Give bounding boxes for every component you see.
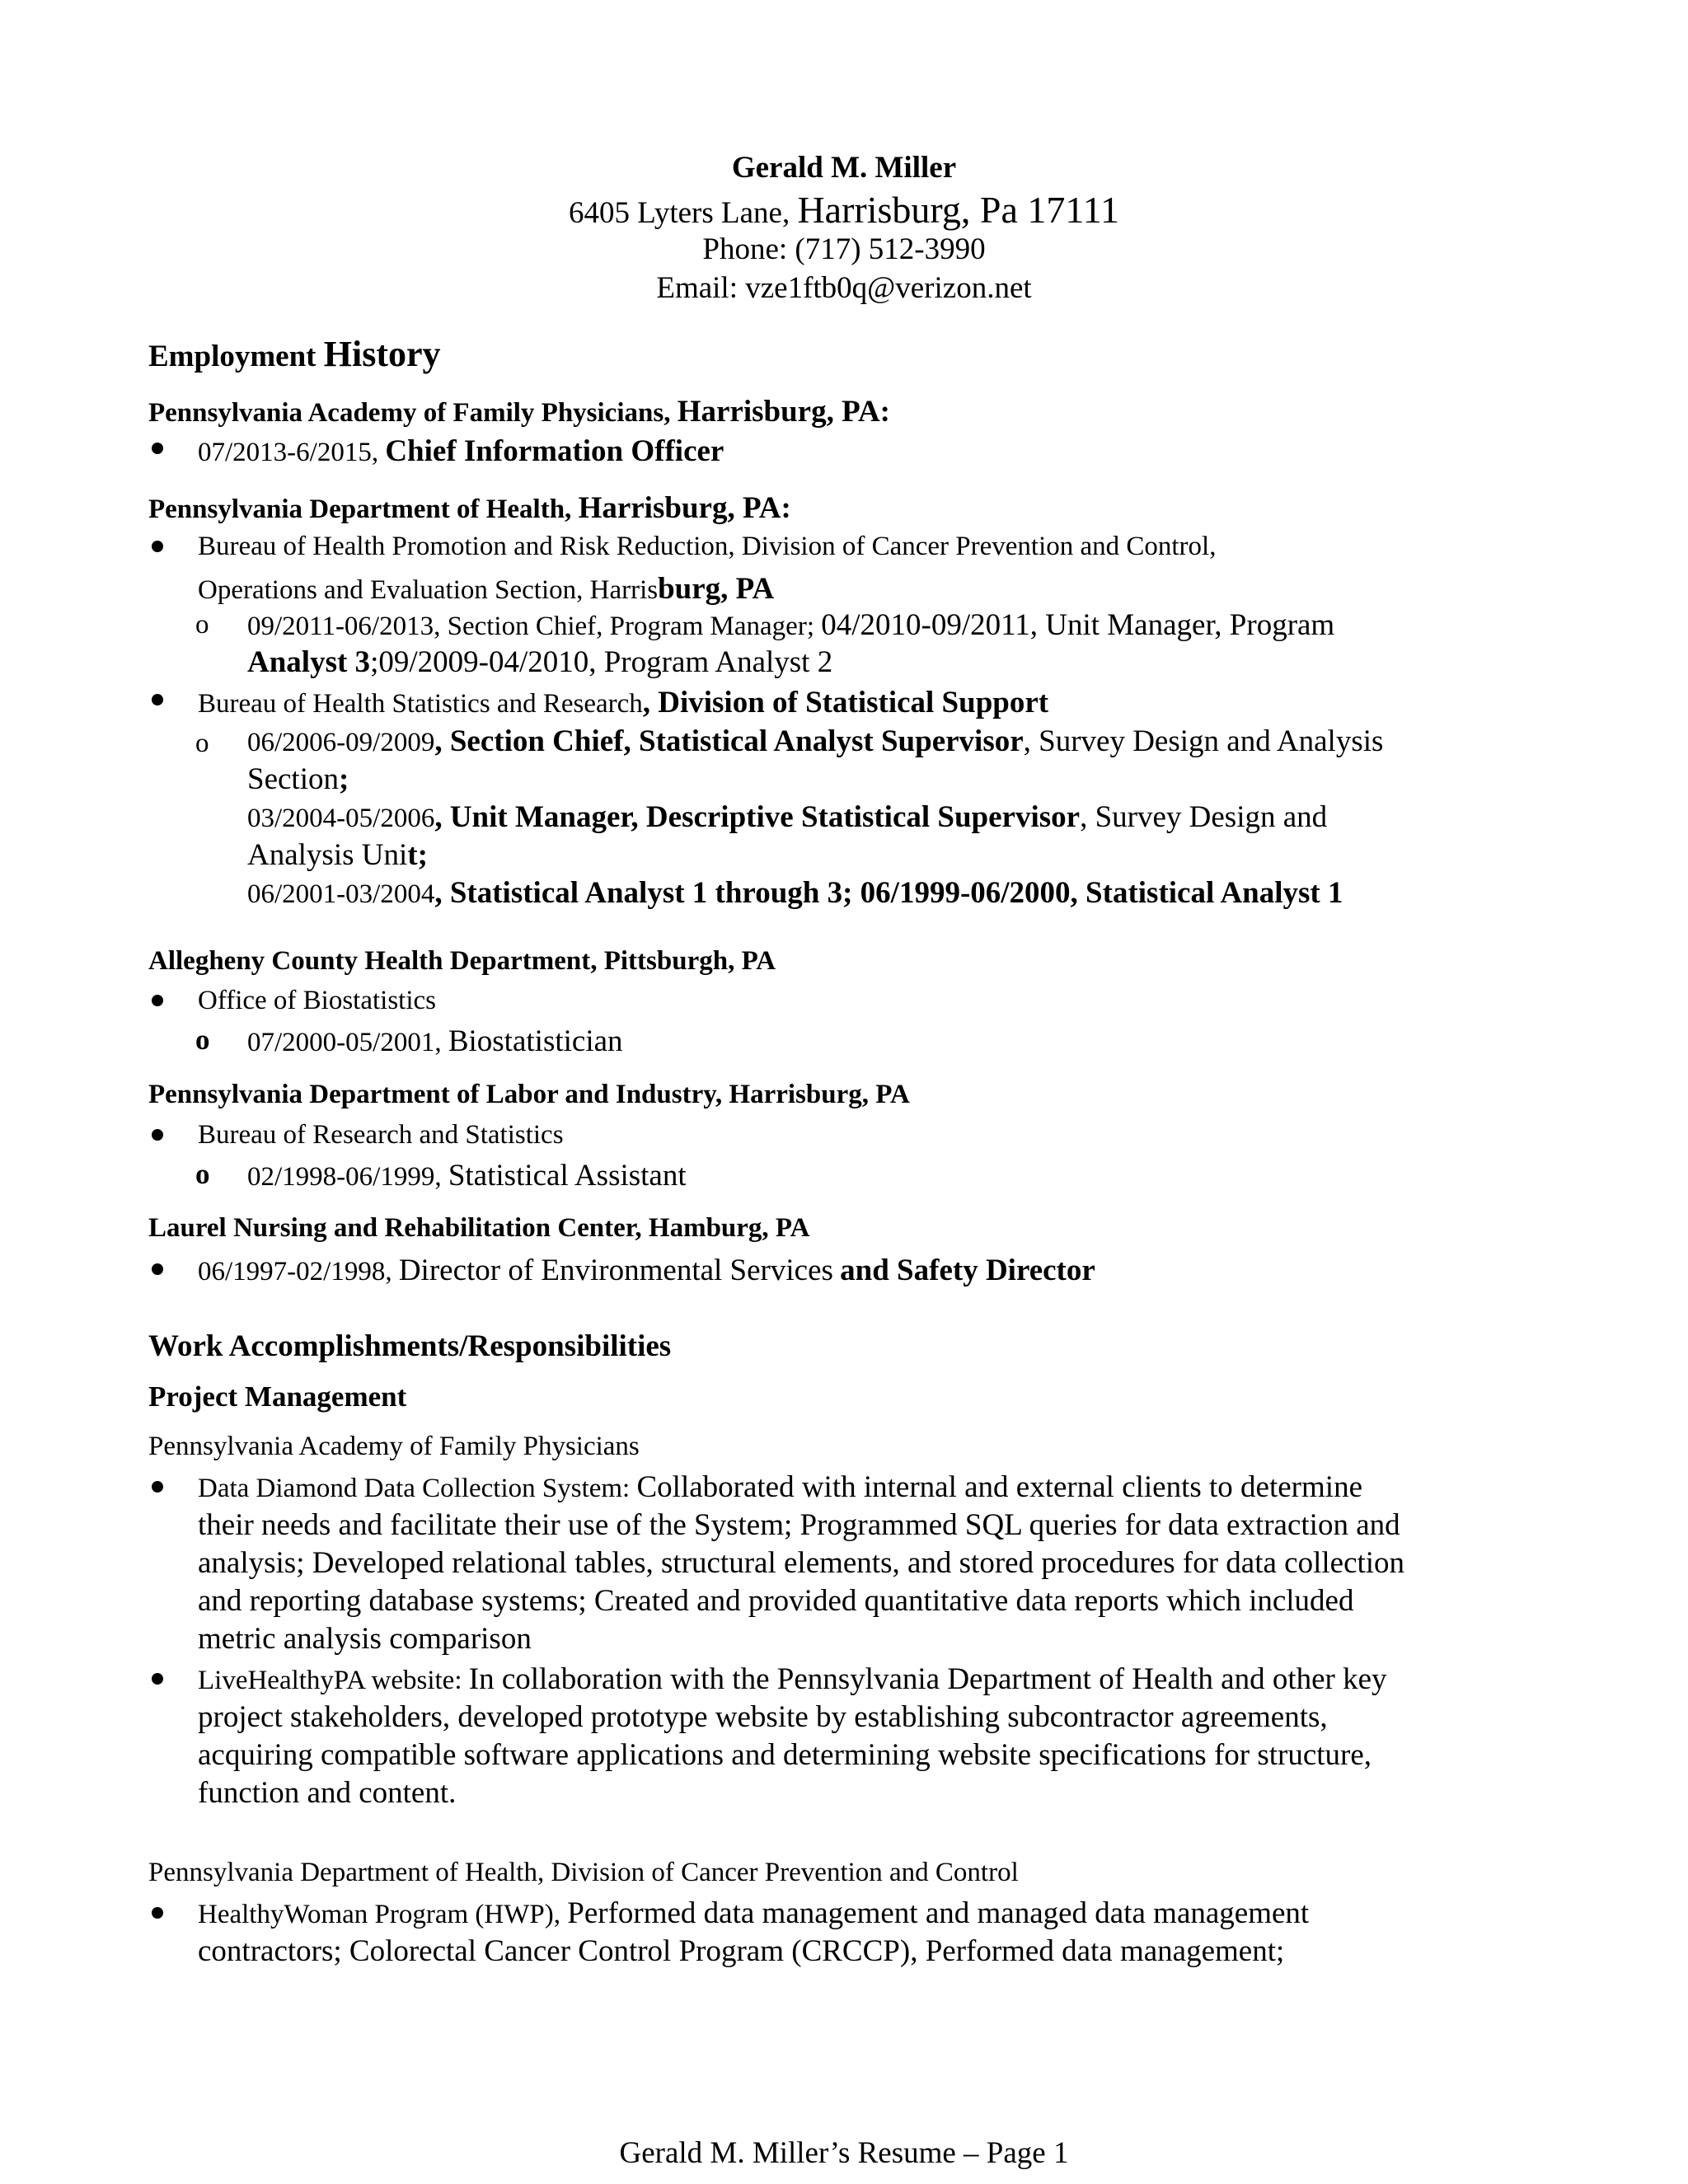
hwp-line1 bbox=[198, 1896, 1309, 1931]
text: ;09/2009-04/2010, Program Analyst 2 bbox=[370, 645, 833, 679]
job-title: Director of Environmental Services bbox=[398, 1254, 833, 1287]
job-date: 06/1997-02/1998, bbox=[198, 1257, 392, 1286]
bullet-icon bbox=[152, 541, 163, 552]
data-diamond-line2: their needs and facilitate their use of the System; Programmed SQL queries for data extraction and bbox=[198, 1508, 1400, 1542]
sub-bullet-icon: o bbox=[195, 1024, 210, 1056]
livehealthy-line2: project stakeholders, developed prototype website by establishing subcontractor agreements, bbox=[198, 1700, 1328, 1734]
bullet-icon bbox=[152, 694, 163, 705]
padoh-role-2-line3 bbox=[247, 799, 1327, 835]
padoh-role-2-line1 bbox=[247, 724, 1383, 759]
laurel-role bbox=[198, 1253, 1095, 1288]
bullet-icon bbox=[152, 1673, 163, 1685]
text: Analyst 3 bbox=[247, 645, 371, 679]
employer-pdli: Pennsylvania Department of Labor and Industry, Harrisburg, PA bbox=[148, 1080, 910, 1109]
job-title: Chief Information Officer bbox=[385, 434, 724, 468]
sub-bullet-icon: o bbox=[195, 1158, 210, 1190]
text: , Section Chief, Statistical Analyst Supervisor bbox=[434, 724, 1024, 758]
text: 03/2004-05/2006 bbox=[247, 804, 435, 833]
text: Section bbox=[247, 762, 339, 796]
bullet-icon bbox=[152, 1263, 163, 1275]
text: 09/2011-06/2013, Section Chief, Program Manager; bbox=[247, 612, 814, 641]
text: t; bbox=[407, 838, 428, 872]
padoh-role-2-line4 bbox=[247, 837, 428, 873]
padoh-bureau-2 bbox=[198, 685, 1048, 720]
email: Email: vze1ftb0q@verizon.net bbox=[656, 271, 1032, 305]
bullet-icon bbox=[152, 1129, 163, 1141]
text: , Survey Design and bbox=[1080, 800, 1328, 834]
padoh-role-1-line1 bbox=[247, 607, 1334, 643]
employer-laurel: Laurel Nursing and Rehabilitation Center, Hamburg, PA bbox=[148, 1213, 810, 1243]
bullet-icon bbox=[152, 1481, 163, 1493]
phone: Phone: (717) 512-3990 bbox=[702, 232, 986, 266]
text: , Statistical Analyst 1 through 3; 06/1999-06/2000, Statistical Analyst 1 bbox=[434, 876, 1343, 910]
text: ; bbox=[338, 762, 349, 796]
text: Performed data management and managed data management bbox=[567, 1896, 1310, 1930]
employer-location: Harrisburg, PA: bbox=[578, 491, 791, 525]
pafp-org-label: Pennsylvania Academy of Family Physicians bbox=[148, 1432, 640, 1461]
text: , Unit Manager, Descriptive Statistical Supervisor bbox=[434, 800, 1081, 834]
text: , Survey Design and Analysis bbox=[1023, 724, 1384, 758]
padoh-role-1-line2 bbox=[247, 644, 832, 680]
text: 04/2010-09/2011, Unit Manager, Program bbox=[821, 608, 1335, 642]
text: Analysis Uni bbox=[247, 838, 408, 872]
employment-heading bbox=[148, 333, 441, 375]
pdli-role bbox=[247, 1158, 687, 1193]
bullet-icon bbox=[152, 1907, 163, 1919]
employer-name: Pennsylvania Department of Health, bbox=[148, 494, 572, 524]
employer-name: Pennsylvania Academy of Family Physicians, bbox=[148, 398, 671, 428]
text: 06/2001-03/2004 bbox=[247, 879, 435, 909]
text: Bureau of Health Statistics and Research bbox=[198, 689, 643, 719]
text: In collaboration with the Pennsylvania Department of Health and other key bbox=[468, 1662, 1387, 1696]
text: HealthyWoman Program (HWP), bbox=[198, 1900, 560, 1929]
text: , Division of Statistical Support bbox=[642, 686, 1049, 719]
data-diamond-line5: metric analysis comparison bbox=[198, 1622, 532, 1656]
job-date: 07/2013-6/2015, bbox=[198, 438, 379, 467]
employment-heading-word: Employment bbox=[148, 340, 316, 373]
bullet-icon bbox=[152, 995, 163, 1006]
page-footer: Gerald M. Miller’s Resume – Page 1 bbox=[619, 2136, 1069, 2170]
hwp-line2: contractors; Colorectal Cancer Control Program (CRCCP), Performed data management; bbox=[198, 1934, 1285, 1968]
resume-name: Gerald M. Miller bbox=[731, 151, 957, 185]
livehealthy-line3: acquiring compatible software applications and determining website specifications for structure, bbox=[198, 1738, 1372, 1772]
padoh-bureau-1-line1: Bureau of Health Promotion and Risk Reduction, Division of Cancer Prevention and Control, bbox=[198, 532, 1217, 561]
project-management-heading: Project Management bbox=[148, 1380, 407, 1413]
pdli-bureau: Bureau of Research and Statistics bbox=[198, 1120, 564, 1150]
achd-office: Office of Biostatistics bbox=[198, 986, 437, 1015]
text: Data Diamond Data Collection System: bbox=[198, 1474, 631, 1503]
text: Operations and Evaluation Section, Harris bbox=[198, 575, 659, 605]
data-diamond-line4: and reporting database systems; Created and provided quantitative data reports which included bbox=[198, 1584, 1354, 1618]
employer-achd: Allegheny County Health Department, Pittsburgh, PA bbox=[148, 946, 776, 976]
accomplishments-heading: Work Accomplishments/Responsibilities bbox=[148, 1329, 672, 1363]
employer-padoh bbox=[148, 490, 791, 526]
bullet-icon bbox=[152, 443, 163, 454]
employer-location: Harrisburg, PA: bbox=[677, 395, 890, 429]
achd-role bbox=[247, 1024, 623, 1059]
padoh-role-2-line2 bbox=[247, 762, 349, 797]
sub-bullet-icon: o bbox=[195, 610, 209, 640]
padoh-role-2-line5 bbox=[247, 875, 1343, 911]
text: LiveHealthyPA website: bbox=[198, 1666, 462, 1695]
history-heading-word: History bbox=[323, 334, 441, 374]
city: Harrisburg, Pa 17111 bbox=[797, 189, 1119, 231]
livehealthy-line1 bbox=[198, 1661, 1387, 1697]
job-date: 02/1998-06/1999, bbox=[247, 1162, 442, 1192]
job-title: Statistical Assistant bbox=[448, 1159, 687, 1193]
job-title: and Safety Director bbox=[840, 1254, 1095, 1287]
address bbox=[0, 188, 1688, 232]
street: 6405 Lyters Lane, bbox=[569, 196, 790, 230]
padoh-bureau-1-line2 bbox=[198, 571, 774, 607]
employer-pafp bbox=[148, 394, 890, 429]
text: 06/2006-09/2009 bbox=[247, 728, 435, 757]
data-diamond-line3: analysis; Developed relational tables, structural elements, and stored procedures for data collection bbox=[198, 1546, 1405, 1580]
text: burg, PA bbox=[658, 572, 775, 606]
data-diamond-line1 bbox=[198, 1469, 1362, 1505]
text: Collaborated with internal and external clients to determine bbox=[636, 1470, 1362, 1504]
padoh-org-label: Pennsylvania Department of Health, Division of Cancer Prevention and Control bbox=[148, 1858, 1019, 1887]
job-date: 07/2000-05/2001, bbox=[247, 1028, 442, 1057]
job-pafp bbox=[198, 434, 724, 469]
sub-bullet-icon: o bbox=[195, 729, 209, 758]
job-title: Biostatistician bbox=[448, 1024, 623, 1058]
livehealthy-line4: function and content. bbox=[198, 1776, 457, 1810]
